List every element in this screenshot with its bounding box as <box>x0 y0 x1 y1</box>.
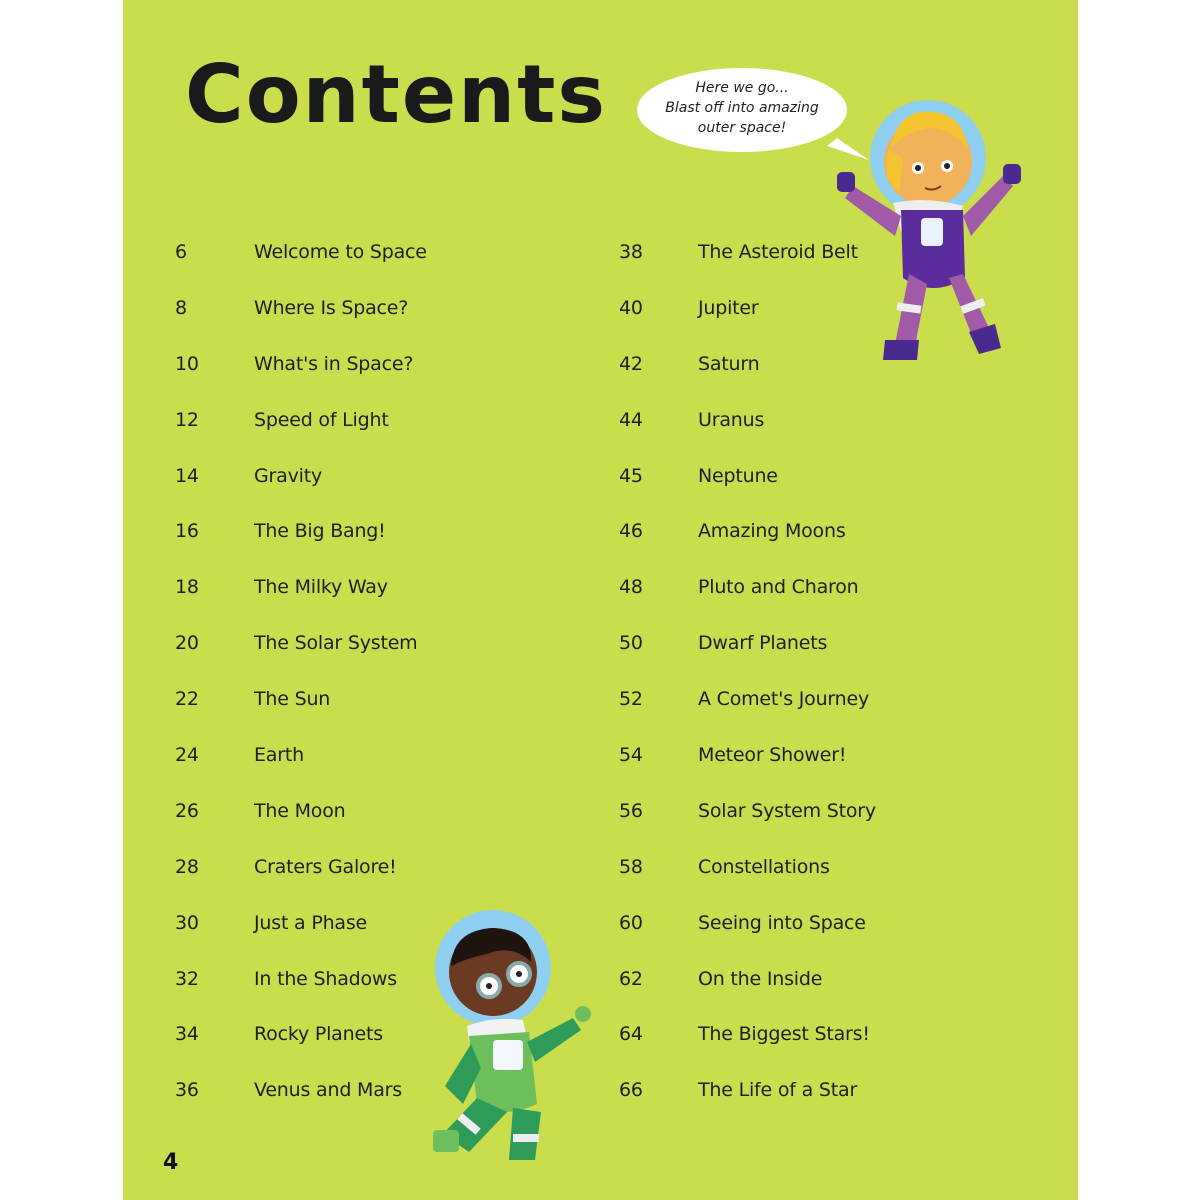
toc-title: Seeing into Space <box>698 911 866 934</box>
toc-title: Saturn <box>698 352 760 375</box>
toc-entry[interactable] <box>619 839 876 895</box>
toc-entry[interactable] <box>619 671 876 727</box>
speech-line: Blast off into amazing <box>665 100 819 116</box>
toc-page-number: 20 <box>175 632 199 655</box>
toc-title: Dwarf Planets <box>698 632 828 655</box>
toc-page-number: 44 <box>619 408 643 431</box>
toc-entry[interactable] <box>175 336 427 392</box>
toc-page-number: 28 <box>175 855 199 878</box>
toc-title: Pluto and Charon <box>698 576 859 599</box>
toc-title: Amazing Moons <box>698 520 846 543</box>
toc-title: What's in Space? <box>254 352 414 375</box>
toc-page-number: 12 <box>175 408 199 431</box>
toc-page-number: 36 <box>175 1079 199 1102</box>
toc-title: Uranus <box>698 408 765 431</box>
toc-entry[interactable] <box>175 448 427 504</box>
toc-page-number: 8 <box>175 296 187 319</box>
toc-title: The Moon <box>254 799 346 822</box>
toc-page-number: 6 <box>175 240 187 263</box>
toc-entry[interactable] <box>619 783 876 839</box>
toc-page-number: 40 <box>619 296 643 319</box>
toc-title: The Big Bang! <box>254 520 386 543</box>
toc-title: Jupiter <box>698 296 759 319</box>
toc-entry[interactable] <box>619 615 876 671</box>
toc-title: Speed of Light <box>254 408 389 431</box>
toc-entry[interactable] <box>619 336 876 392</box>
toc-title: The Biggest Stars! <box>698 1023 870 1046</box>
book-page <box>123 0 1078 1200</box>
toc-entry[interactable] <box>619 895 876 951</box>
toc-entry[interactable] <box>175 224 427 280</box>
toc-title: Venus and Mars <box>254 1079 402 1102</box>
toc-page-number: 24 <box>175 743 199 766</box>
toc-entry[interactable] <box>619 951 876 1007</box>
toc-title: The Sun <box>254 688 331 711</box>
toc-entry[interactable] <box>175 280 427 336</box>
toc-entry[interactable] <box>175 503 427 559</box>
speech-line: Here we go... <box>695 80 789 96</box>
toc-column-right <box>619 224 876 1118</box>
toc-title: Neptune <box>698 464 778 487</box>
toc-page-number: 62 <box>619 967 643 990</box>
toc-title: The Asteroid Belt <box>698 240 858 263</box>
toc-title: Craters Galore! <box>254 855 397 878</box>
toc-entry[interactable] <box>619 503 876 559</box>
toc-page-number: 56 <box>619 799 643 822</box>
toc-title: Welcome to Space <box>254 240 427 263</box>
toc-entry[interactable] <box>175 1006 427 1062</box>
toc-page-number: 38 <box>619 240 643 263</box>
toc-page-number: 32 <box>175 967 199 990</box>
page-number: 4 <box>163 1150 179 1175</box>
toc-page-number: 54 <box>619 743 643 766</box>
toc-page-number: 30 <box>175 911 199 934</box>
toc-page-number: 10 <box>175 352 199 375</box>
toc-page-number: 16 <box>175 520 199 543</box>
speech-bubble <box>637 68 847 160</box>
toc-page-number: 48 <box>619 576 643 599</box>
toc-entry[interactable] <box>619 559 876 615</box>
toc-entry[interactable] <box>175 1062 427 1118</box>
toc-page-number: 45 <box>619 464 643 487</box>
toc-entry[interactable] <box>619 1006 876 1062</box>
toc-title: The Milky Way <box>254 576 388 599</box>
toc-entry[interactable] <box>175 895 427 951</box>
toc-title: In the Shadows <box>254 967 397 990</box>
page-title: Contents <box>185 48 607 141</box>
toc-entry[interactable] <box>175 615 427 671</box>
toc-title: Rocky Planets <box>254 1023 383 1046</box>
toc-entry[interactable] <box>175 951 427 1007</box>
toc-title: The Solar System <box>254 632 418 655</box>
toc-page-number: 26 <box>175 799 199 822</box>
toc-entry[interactable] <box>619 280 876 336</box>
toc-page-number: 50 <box>619 632 643 655</box>
toc-column-left <box>175 224 427 1118</box>
toc-page-number: 46 <box>619 520 643 543</box>
toc-title: A Comet's Journey <box>698 688 870 711</box>
toc-entry[interactable] <box>619 448 876 504</box>
toc-title: On the Inside <box>698 967 823 990</box>
toc-title: Constellations <box>698 855 830 878</box>
toc-page-number: 42 <box>619 352 643 375</box>
toc-page-number: 22 <box>175 688 199 711</box>
toc-title: Just a Phase <box>254 911 368 934</box>
toc-page-number: 52 <box>619 688 643 711</box>
toc-page-number: 66 <box>619 1079 643 1102</box>
speech-line: outer space! <box>697 120 787 136</box>
toc-page-number: 14 <box>175 464 199 487</box>
astronaut-boy-illustration <box>423 908 613 1168</box>
toc-entry[interactable] <box>619 1062 876 1118</box>
toc-entry[interactable] <box>175 839 427 895</box>
toc-entry[interactable] <box>619 224 876 280</box>
toc-title: The Life of a Star <box>698 1079 858 1102</box>
toc-title: Meteor Shower! <box>698 743 847 766</box>
toc-page-number: 58 <box>619 855 643 878</box>
speech-bubble-text <box>637 78 847 138</box>
toc-title: Where Is Space? <box>254 296 409 319</box>
toc-title: Solar System Story <box>698 799 876 822</box>
toc-entry[interactable] <box>619 392 876 448</box>
toc-title: Earth <box>254 743 304 766</box>
toc-page-number: 18 <box>175 576 199 599</box>
toc-entry[interactable] <box>175 559 427 615</box>
toc-entry[interactable] <box>175 783 427 839</box>
toc-entry[interactable] <box>175 392 427 448</box>
toc-entry[interactable] <box>619 727 876 783</box>
toc-entry[interactable] <box>175 727 427 783</box>
toc-page-number: 34 <box>175 1023 199 1046</box>
toc-entry[interactable] <box>175 671 427 727</box>
toc-page-number: 60 <box>619 911 643 934</box>
toc-page-number: 64 <box>619 1023 643 1046</box>
toc-title: Gravity <box>254 464 322 487</box>
